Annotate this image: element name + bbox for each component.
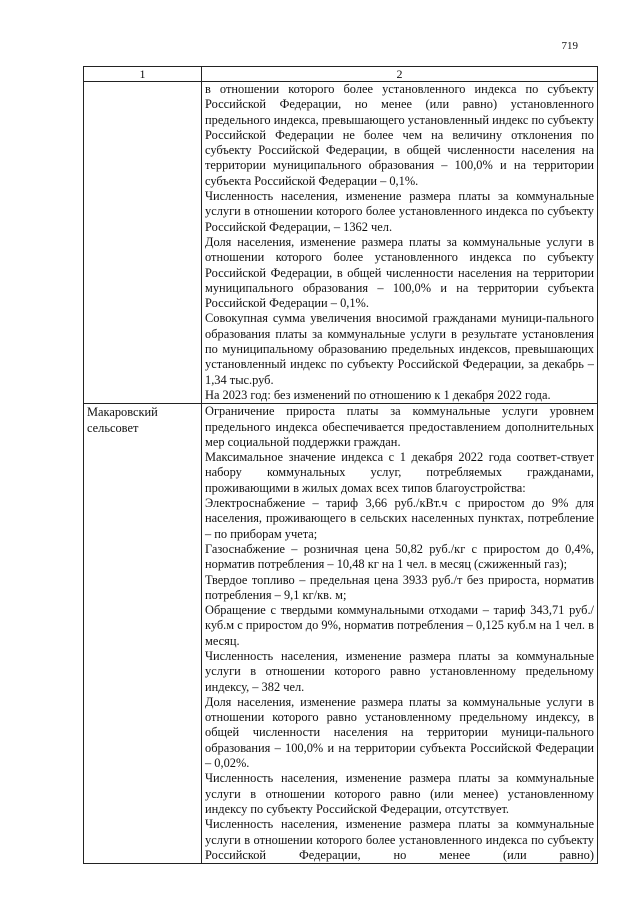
paragraph: Доля населения, изменение размера платы за коммунальные услуги в отношении которого более установленного индекса по субъекту Российской Федерации, в общей численности населения на территории муниципального образования – 100,0% и на территории субъекта Российской Федерации – 0,1%. bbox=[205, 234, 594, 311]
paragraph: Электроснабжение – тариф 3,66 руб./кВт.ч с приростом до 9% для населения, проживающего в сельских населенных пунктах, потребление – по приборам учета; bbox=[205, 496, 594, 541]
document-table bbox=[83, 66, 598, 864]
paragraph: Численность населения, изменение размера платы за коммунальные услуги в отношении которого более установленного индекса по субъекту Российской Федерации, но менее (или равно) bbox=[205, 817, 594, 862]
column-header-2: 2 bbox=[202, 67, 598, 82]
paragraph: Ограничение прироста платы за коммунальные услуги уровнем предельного индекса обеспечивается предоставлением дополнительных мер социальной поддержки граждан. bbox=[205, 404, 594, 449]
paragraph: Обращение с твердыми коммунальными отходами – тариф 343,71 руб./куб.м с приростом до 9%, норматив потребления – 0,125 куб.м на 1 чел. в месяц. bbox=[205, 603, 594, 648]
paragraph: Максимальное значение индекса с 1 декабря 2022 года соответ-ствует набору коммунальных услуг, потребляемых гражданами, проживающими в жилых домах всех типов благоустройства: bbox=[205, 450, 594, 495]
paragraph: Численность населения, изменение размера платы за коммунальные услуги в отношении которого равно (или менее) установленному индексу по субъекту Российской Федерации, отсутствует. bbox=[205, 771, 594, 816]
table-row bbox=[84, 82, 598, 404]
paragraph: Газоснабжение – розничная цена 50,82 руб./кг с приростом до 0,4%, норматив потребления – 10,48 кг на 1 чел. в месяц (сжиженный газ); bbox=[205, 541, 594, 572]
table-row bbox=[84, 404, 598, 864]
paragraph: На 2023 год: без изменений по отношению к 1 декабря 2022 года. bbox=[205, 387, 551, 402]
paragraph: Совокупная сумма увеличения вносимой гражданами муници-пального образования платы за коммунальные услуги в результате установления по муниципальному образованию предельных индексов, превышающих установленный индекс по субъекту Российской Федерации, за декабрь – 1,34 тыс.руб. bbox=[205, 311, 594, 387]
municipality-name bbox=[87, 82, 198, 83]
page-number: 719 bbox=[561, 40, 578, 52]
paragraph: в отношении которого более установленного индекса по субъекту Российской Федерации, но менее (или равно) установленного предельного индекса, превышающего установленный индекс по субъекту Российской Федерации не более чем на величину отклонения по субъекту Российской Федерации, в общей численности населения на территории муниципального образования – 100,0% и на территории субъекта Российской Федерации – 0,1%. bbox=[205, 82, 594, 188]
row-label-cell bbox=[84, 82, 202, 404]
paragraph: Численность населения, изменение размера платы за коммунальные услуги в отношении которого равно установленному предельному индексу, – 382 чел. bbox=[205, 648, 594, 694]
table-header-row bbox=[84, 67, 598, 82]
row-content-cell bbox=[202, 404, 598, 864]
paragraph: Доля населения, изменение размера платы за коммунальные услуги в отношении которого равно установленному предельному индексу, в общей численности населения на территории муници-пального образования – 100,0% и на территории субъекта Российской Федерации – 0,02%. bbox=[205, 694, 594, 771]
paragraph: Твердое топливо – предельная цена 3933 руб./т без прироста, норматив потребления – 9,1 кг/кв. м; bbox=[205, 572, 594, 602]
row-label-cell bbox=[84, 404, 202, 864]
paragraph: Численность населения, изменение размера платы за коммунальные услуги в отношении которого более установленного индекса по субъекту Российской Федерации, – 1362 чел. bbox=[205, 189, 594, 234]
row-content-cell bbox=[202, 82, 598, 404]
column-header-1: 1 bbox=[84, 67, 202, 82]
municipality-name: Макаровский сельсовет bbox=[87, 405, 158, 435]
